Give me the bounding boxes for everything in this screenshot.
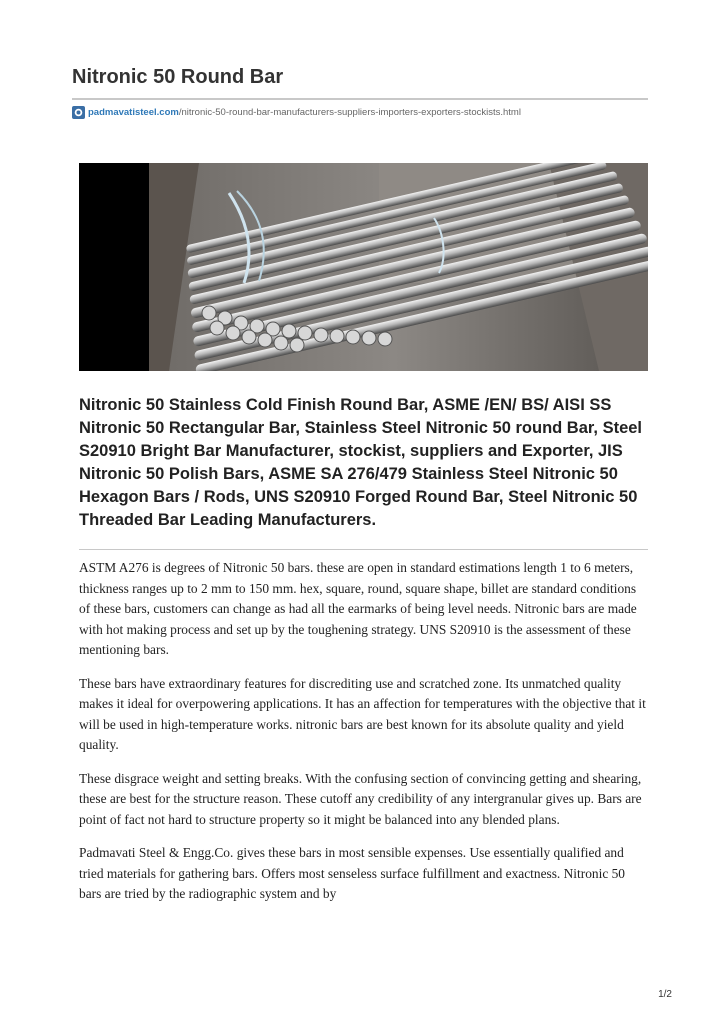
source-url[interactable]	[72, 106, 521, 119]
paragraph: These bars have extraordinary features for discrediting use and scratched zone. Its unmatched quality makes it ideal for overpowering applications. It has an affection for temperatures with the objective that it will be used in high-temperature works. nitronic bars are best known for its absolute quality and yield quality.	[79, 675, 646, 752]
steel-bars-photo	[79, 163, 648, 371]
heading-divider	[79, 549, 648, 550]
page-number: 1/2	[658, 989, 672, 1000]
page-title: Nitronic 50 Round Bar	[72, 66, 284, 88]
url-path[interactable]: /nitronic-50-round-bar-manufacturers-suppliers-importers-exporters-stockists.html	[178, 107, 521, 118]
paragraph: These disgrace weight and setting breaks. With the confusing section of convincing getting and shearing, these are best for the structure reason. These cutoff any credibility of any intergranular gives up. Bars are point of fact not hard to structure property so it might be balanced into any blended plans.	[79, 770, 642, 827]
article-body	[79, 558, 649, 918]
url-domain[interactable]: padmavatisteel.com	[88, 107, 179, 118]
paragraph: Padmavati Steel & Engg.Co. gives these bars in most sensible expenses. Use essentially qualified and tried materials for gathering bars. Offers most senseless surface fulfillment and exactness. Nitronic 50 bars are tried by the radiographic system and by	[79, 845, 625, 901]
hero-image	[79, 163, 648, 371]
title-divider	[72, 98, 648, 100]
paragraph: ASTM A276 is degrees of Nitronic 50 bars. these are open in standard estimations length 1 to 6 meters, thickness ranges up to 2 mm to 150 mm. hex, square, round, square shape, billet are standard conditions of these bars, customers can change as had all the earmarks of being level needs. Nitronic bars are made with hot making process and set up by the toughening strategy. UNS S20910 is the assessment of these mentioning bars.	[79, 560, 637, 657]
section-heading: Nitronic 50 Stainless Cold Finish Round Bar, ASME /EN/ BS/ AISI SS Nitronic 50 Rectangular Bar, Stainless Steel Nitronic 50 round Bar, Steel S20910 Bright Bar Manufacturer, stockist, suppliers and Exporter, JIS Nitronic 50 Polish Bars, ASME SA 276/479 Stainless Steel Nitronic 50 Hexagon Bars / Rods, UNS S20910 Forged Round Bar, Steel Nitronic 50 Threaded Bar Leading Manufacturers.	[79, 396, 643, 529]
favicon-icon	[72, 106, 85, 119]
